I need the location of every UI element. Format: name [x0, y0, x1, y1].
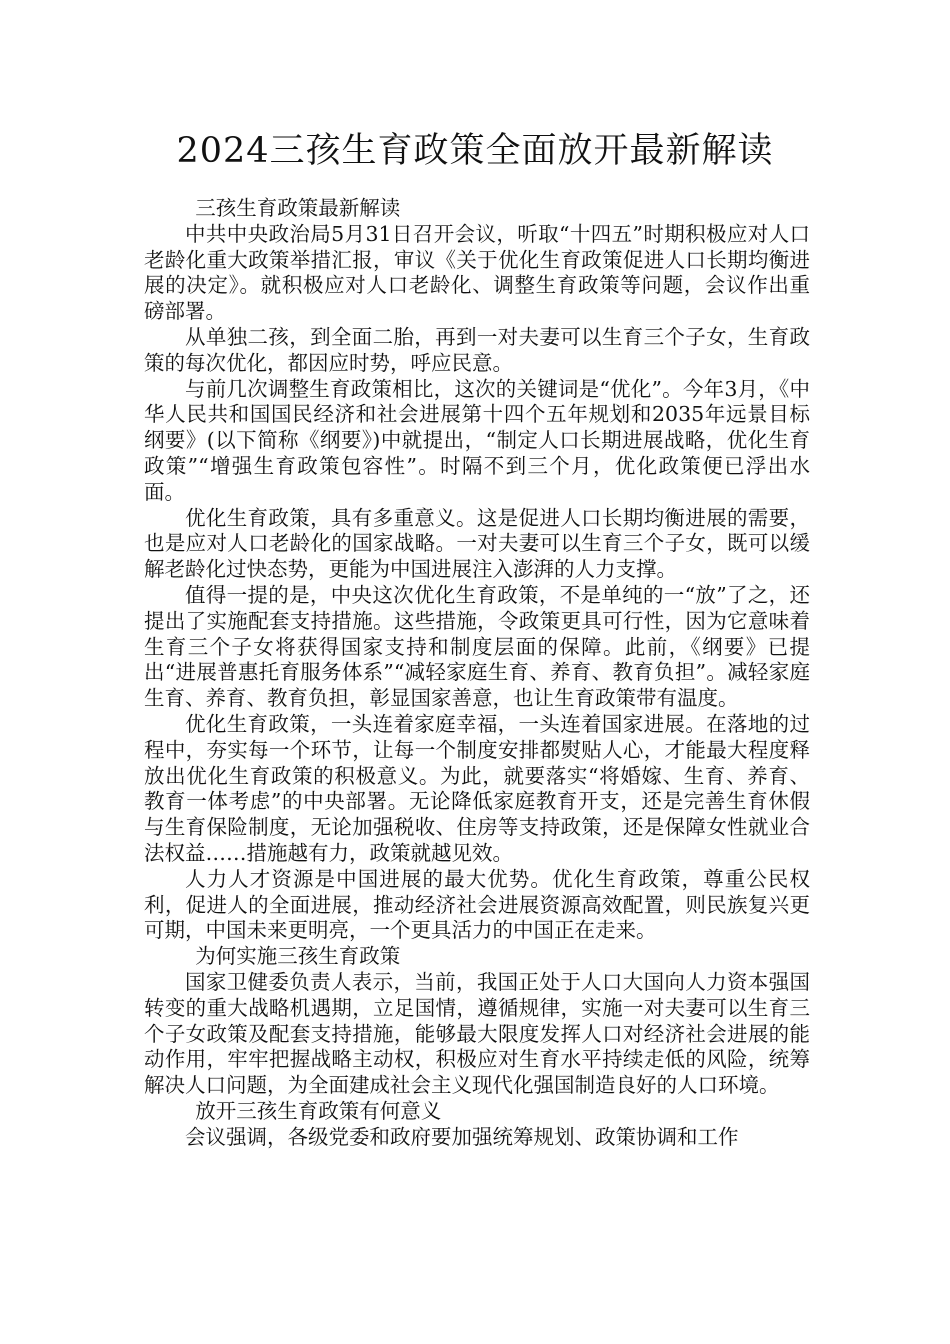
paragraph-supporting-measures: 值得一提的是，中央这次优化生育政策，不是单纯的一“放”了之，还提出了实施配套支持措施。这些措施，令政策更具可行性，因为它意味着生育三个子女将获得国家支持和制度层面的保障。此前，《纲要》已提出“进展普惠托育服务体系”“减轻家庭生育、养育、教育负担”。减轻家庭生育、养育、教育负担，彰显国家善意，也让生育政策带有温度。: [144, 582, 810, 711]
document-body: [144, 196, 810, 1150]
paragraph-significance: 优化生育政策，具有多重意义。这是促进人口长期均衡进展的需要，也是应对人口老龄化的国家战略。一对夫妻可以生育三个子女，既可以缓解老龄化过快态势，更能为中国进展注入澎湃的人力支撑。: [144, 505, 810, 582]
paragraph-implementation: 优化生育政策，一头连着家庭幸福，一头连着国家进展。在落地的过程中，夯实每一个环节，让每一个制度安排都熨贴人心，才能最大程度释放出优化生育政策的积极意义。为此，就要落实“将婚嫁、生育、养育、教育一体考虑”的中央部署。无论降低家庭教育开支，还是完善生育休假与生育保险制度，无论加强税收、住房等支持政策，还是保障女性就业合法权益……措施越有力，政策就越见效。: [144, 711, 810, 865]
paragraph-meeting-emphasis: 会议强调，各级党委和政府要加强统筹规划、政策协调和工作: [185, 1124, 739, 1149]
paragraph-human-resources: 人力人才资源是中国进展的最大优势。优化生育政策，尊重公民权利，促进人的全面进展，推动经济社会进展资源高效配置，则民族复兴更可期，中国未来更明亮，一个更具活力的中国正在走来。: [144, 866, 810, 943]
document-title: 2024三孩生育政策全面放开最新解读: [176, 131, 774, 171]
paragraph-policy-history: 从单独二孩，到全面二胎，再到一对夫妻可以生育三个子女，生育政策的每次优化，都因应时势，呼应民意。: [144, 324, 810, 375]
paragraph-keyword: 与前几次调整生育政策相比，这次的关键词是“优化”。今年3月，《中华人民共和国国民经济和社会进展第十四个五年规划和2035年远景目标纲要》(以下简称《纲要》)中就提出，“制定人口长期进展战略，优化生育政策”“增强生育政策包容性”。时隔不到三个月，优化政策便已浮出水面。: [144, 376, 810, 504]
paragraph-meeting: 中共中央政治局5月31日召开会议，听取“十四五”时期积极应对人口老龄化重大政策举措汇报，审议《关于优化生育政策促进人口长期均衡进展的决定》。就积极应对人口老龄化、调整生育政策等问题，会议作出重磅部署。: [144, 221, 810, 324]
section-heading-meaning: 放开三孩生育政策有何意义: [195, 1098, 442, 1123]
section-heading-why: 为何实施三孩生育政策: [195, 944, 401, 969]
paragraph-health-commission: 国家卫健委负责人表示，当前，我国正处于人口大国向人力资本强国转变的重大战略机遇期，立足国情，遵循规律，实施一对夫妻可以生育三个子女政策及配套支持措施，能够最大限度发挥人口对经济社会进展的能动作用，牢牢把握战略主动权，积极应对生育水平持续走低的风险，统筹解决人口问题，为全面建成社会主义现代化强国制造良好的人口环境。: [144, 969, 810, 1098]
section-heading-intro: 三孩生育政策最新解读: [195, 196, 401, 220]
